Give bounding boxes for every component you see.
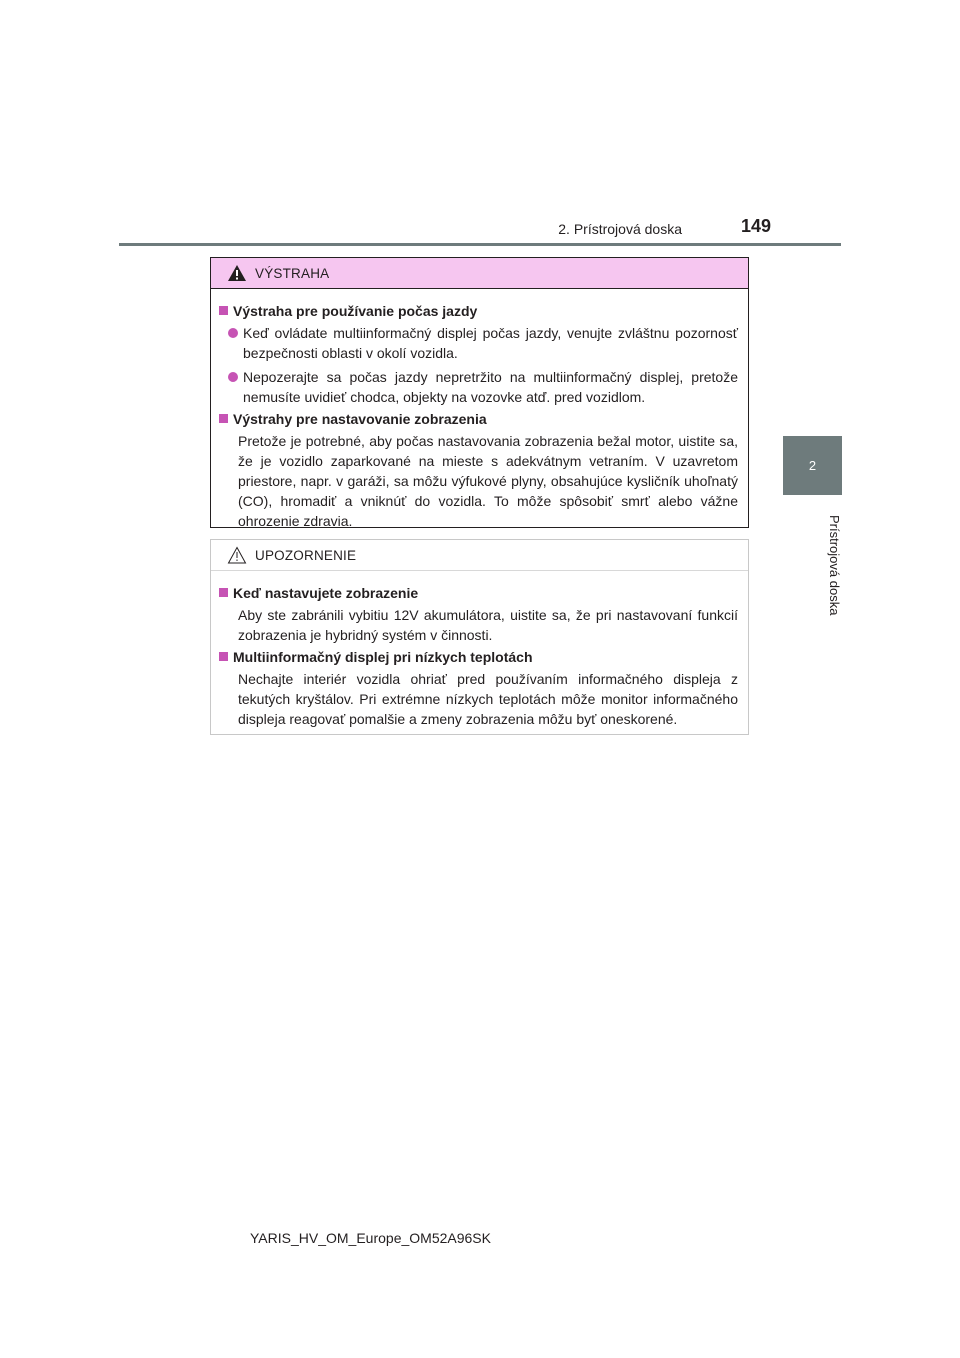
section-text: Nechajte interiér vozidla ohriať pred používaním informačného displeja z tekutých kryštálov. Pri extrémne nízkych teplotách môže monitor informačného displeja reagovať pomalšie a zmeny zobrazenia môžu byť oneskorené. [238, 671, 738, 727]
square-bullet-icon [219, 414, 228, 423]
square-bullet-icon [219, 588, 228, 597]
caution-box [210, 539, 749, 735]
page-number: 149 [741, 216, 772, 236]
round-bullet-icon [228, 328, 238, 338]
section-title: Keď nastavujete zobrazenie [219, 585, 738, 601]
section-title: Multiinformačný displej pri nízkych teplotách [219, 649, 738, 665]
chapter-title: 2. Prístrojová doska [558, 221, 682, 237]
list-item: Keď ovládate multiinformačný displej počas jazdy, venujte zvláštnu pozornosť bezpečnosti oblasti v okolí vozidla. [219, 323, 738, 363]
section-text: Pretože je potrebné, aby počas nastavovania zobrazenia bežal motor, uistite sa, že je vozidlo zaparkované na mieste s adekvátnym vetraním. V uzavretom priestore, napr. v garáži, sa môžu výfukové plyny, obsahujúce kysličník uhoľnatý (CO), hromadiť a vniknúť do vozidla. To môže spôsobiť smrť alebo vážne ohrozenie zdravia. [238, 433, 738, 529]
chapter-tab-number: 2 [808, 458, 817, 473]
section-text: Aby ste zabránili vybitiu 12V akumulátora, uistite sa, že pri nastavovaní funkcií zobrazenia je hybridný systém v činnosti. [238, 607, 738, 643]
warning-header [211, 258, 748, 289]
list-item: Nepozerajte sa počas jazdy nepretržito na multiinformačný displej, pretože nemusíte uvidieť chodca, objekty na vozovke atď. pred vozidlom. [219, 367, 738, 407]
caution-triangle-icon [227, 546, 247, 564]
document-id: YARIS_HV_OM_Europe_OM52A96SK [250, 1230, 491, 1246]
chapter-tab-label: Prístrojová doska [827, 514, 842, 616]
square-bullet-icon [219, 652, 228, 661]
caution-header [211, 540, 748, 571]
section-title: Výstraha pre používanie počas jazdy [219, 303, 738, 319]
warning-triangle-icon [227, 264, 247, 282]
warning-title: VÝSTRAHA [255, 265, 330, 281]
caution-body [211, 571, 748, 729]
section-title: Výstrahy pre nastavovanie zobrazenia [219, 411, 738, 427]
warning-body [211, 289, 748, 531]
round-bullet-icon [228, 372, 238, 382]
header-divider [119, 243, 841, 246]
chapter-tab[interactable] [783, 436, 842, 495]
caution-title: UPOZORNENIE [255, 547, 357, 563]
square-bullet-icon [219, 306, 228, 315]
warning-box [210, 257, 749, 528]
